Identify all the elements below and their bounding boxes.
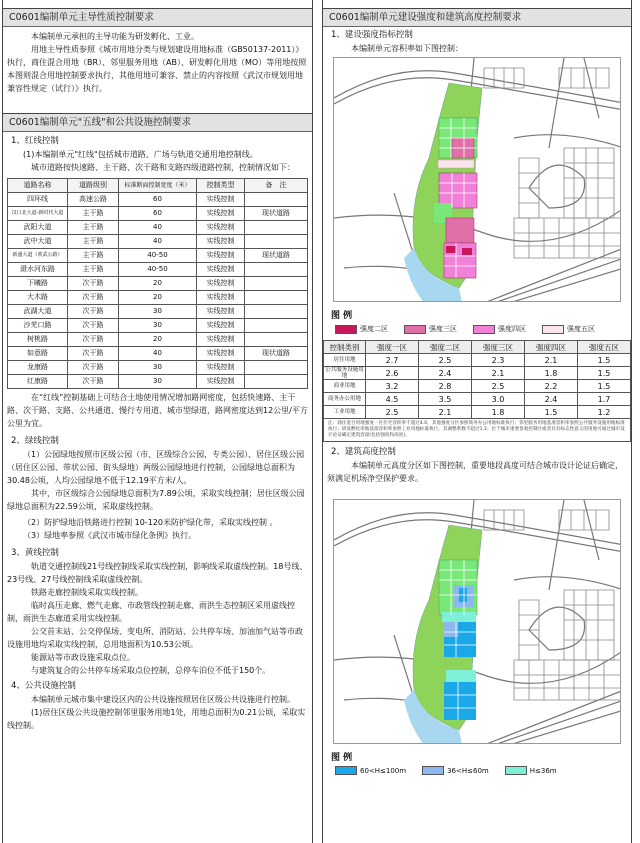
- value-cell: 2.1: [419, 406, 472, 419]
- road-level-cell: 次干路: [68, 333, 119, 347]
- value-cell: 2.5: [472, 380, 525, 393]
- header-cell: 强度二区: [419, 341, 472, 354]
- road-name-cell: 四环线: [8, 193, 68, 207]
- paragraph: 城市道路按快速路、主干路、次干路和支路四级道路控制，控制情况如下：: [31, 163, 295, 172]
- road-width-cell: 30: [119, 319, 197, 333]
- table-row: [8, 207, 308, 221]
- control-type-cell: 实线控制: [197, 221, 245, 235]
- value-cell: 2.3: [472, 354, 525, 367]
- height-zone-60-100: [444, 682, 476, 720]
- legend-item: [505, 766, 557, 775]
- control-type-cell: 实线控制: [197, 291, 245, 305]
- road-name-cell: 新盛大道（黄武公路）: [8, 249, 68, 263]
- road-width-cell: 40: [119, 235, 197, 249]
- control-type-cell: 实线控制: [197, 305, 245, 319]
- road-name-cell: 武湖大道: [8, 305, 68, 319]
- legend-label: 强度二区: [360, 325, 388, 333]
- legend-item: [473, 324, 526, 334]
- table-row: [8, 361, 308, 375]
- control-type-cell: 实线控制: [197, 207, 245, 221]
- heading-yellow-line: 3、黄线控制: [11, 548, 59, 558]
- paragraph: 与建筑复合的公共停车场采取点位控制，总停车泊位不低于150个。: [31, 666, 271, 675]
- road-level-cell: 主干路: [68, 221, 119, 235]
- road-width-cell: 30: [119, 361, 197, 375]
- road-level-cell: 次干路: [68, 291, 119, 305]
- road-width-cell: 30: [119, 305, 197, 319]
- value-cell: 2.8: [419, 380, 472, 393]
- value-cell: 1.8: [472, 406, 525, 419]
- intensity-zone-5: [438, 160, 474, 168]
- paragraph: 本编制单元城市集中建设区内的公共设施按照居住区级公共设施进行控制。: [31, 695, 295, 704]
- road-level-cell: 次干路: [68, 375, 119, 389]
- left-column: [2, 0, 313, 843]
- legend-item: [422, 766, 489, 775]
- category-cell: 居住用地: [324, 354, 366, 367]
- header-road-name: 道路名称: [8, 179, 68, 193]
- legend-swatch: [505, 766, 527, 775]
- road-width-cell: 40: [119, 347, 197, 361]
- legend-item: [404, 324, 457, 334]
- section-title-intensity-height: C0601编制单元建设强度和建筑高度控制要求: [323, 9, 631, 27]
- table-row: [8, 193, 308, 207]
- legend-height: [335, 766, 631, 775]
- heading-height: 2、建筑高度控制: [331, 447, 396, 457]
- table-row: [8, 249, 308, 263]
- section-title-five-lines: C0601编制单元"五线"和公共设施控制要求: [3, 114, 312, 132]
- road-name-cell: 武阳大道: [8, 221, 68, 235]
- paragraph: 轨道交通控制线21号线控制线采取实线控制，影响线采取虚线控制。18号线、23号线、27号线控制线采取虚线控制。: [7, 562, 308, 584]
- control-type-cell: 实线控制: [197, 235, 245, 249]
- legend-swatch: [335, 766, 357, 775]
- table-row: [324, 354, 631, 367]
- header-control-type: 控制类型: [197, 179, 245, 193]
- value-cell: 3.0: [472, 393, 525, 406]
- category-cell: 工业用地: [324, 406, 366, 419]
- remark-cell: [245, 375, 308, 389]
- intensity-zone-3: [446, 218, 474, 243]
- header-cell: 强度四区: [525, 341, 578, 354]
- remark-cell: 现状道路: [245, 249, 308, 263]
- remark-cell: [245, 263, 308, 277]
- road-grid-east: [484, 68, 621, 258]
- floor-area-ratio-table: [323, 340, 631, 419]
- intensity-map: [333, 57, 621, 302]
- remark-cell: [245, 277, 308, 291]
- table-row: [324, 380, 631, 393]
- remark-cell: [245, 333, 308, 347]
- category-cell: 商业用地: [324, 380, 366, 393]
- value-cell: 2.5: [419, 354, 472, 367]
- value-cell: 1.5: [578, 380, 631, 393]
- control-type-cell: 实线控制: [197, 193, 245, 207]
- table-row: [8, 319, 308, 333]
- value-cell: 1.5: [578, 367, 631, 380]
- intensity-zone-2: [462, 248, 472, 255]
- paragraph: 其中，市区级综合公园绿地总面积为7.89公顷，采取实线控制；居住区级公园绿地总面积为22.59公顷，采取虚线控制。: [7, 489, 305, 511]
- paragraph: 公交首末站、公交停保场、变电所、消防站、公共停车场、加油加气站等市政设施用地均采取实线控制，总用地面积为10.53公顷。: [7, 627, 303, 649]
- header-cell: 强度三区: [472, 341, 525, 354]
- legend-label: 60<H≤100m: [360, 766, 407, 775]
- control-type-cell: 实线控制: [197, 347, 245, 361]
- table-row: [8, 333, 308, 347]
- header-cell: 控制类别: [324, 341, 366, 354]
- value-cell: 1.5: [525, 406, 578, 419]
- road-level-cell: 次干路: [68, 319, 119, 333]
- value-cell: 4.5: [366, 393, 419, 406]
- road-width-cell: 40: [119, 221, 197, 235]
- legend-intensity: [335, 324, 631, 334]
- table-row: [8, 221, 308, 235]
- road-level-cell: 主干路: [68, 235, 119, 249]
- control-type-cell: 实线控制: [197, 375, 245, 389]
- remark-cell: [245, 235, 308, 249]
- paragraph: （2）防护绿地沿铁路进行控制 10-120米防护绿化带，采取实线控制 。: [23, 518, 278, 527]
- value-cell: 1.7: [578, 393, 631, 406]
- header-width: 标准断面控制宽度（米）: [119, 179, 197, 193]
- table-row: [8, 347, 308, 361]
- paragraph: 在“红线”控制基础上可结合土地使用情况增加路网密度，包括快速路、主干路、次干路、支路、公共通道、慢行专用道、城市型绿道，路网密度达到12公里/平方公里为宜。: [7, 393, 308, 428]
- control-type-cell: 实线控制: [197, 263, 245, 277]
- intensity-zone-4: [439, 173, 477, 208]
- table-row: [8, 263, 308, 277]
- control-type-cell: 实线控制: [197, 361, 245, 375]
- road-name-cell: 沙芜口路: [8, 319, 68, 333]
- value-cell: 2.1: [525, 354, 578, 367]
- road-width-cell: 30: [119, 375, 197, 389]
- road-level-cell: 主干路: [68, 207, 119, 221]
- value-cell: 3.2: [366, 380, 419, 393]
- heading-red-line: 1、红线控制: [11, 136, 59, 146]
- legend-swatch: [473, 325, 495, 334]
- intensity-map-graphic: [334, 58, 621, 302]
- table-row: [8, 277, 308, 291]
- legend-item: [335, 324, 388, 334]
- road-name-cell: 龙康路: [8, 361, 68, 375]
- legend-title-height: 图 例: [331, 753, 353, 763]
- header-cell: 强度五区: [578, 341, 631, 354]
- table-row: [324, 393, 631, 406]
- paragraph: 临时高压走廊、燃气走廊、市政管线控制走廊、雨洪生态控制区采用虚线控制，雨洪生态廊道采用实线控制。: [7, 601, 295, 623]
- legend-label: 36<H≤60m: [447, 766, 489, 775]
- value-cell: 3.5: [419, 393, 472, 406]
- road-level-cell: 次干路: [68, 305, 119, 319]
- height-zone-below-36: [442, 612, 476, 622]
- remark-cell: [245, 291, 308, 305]
- road-name-cell: 树桃路: [8, 333, 68, 347]
- legend-label: 强度五区: [567, 325, 595, 333]
- road-level-cell: 主干路: [68, 263, 119, 277]
- road-name-cell: 汉口北大道-新时代大道: [8, 207, 68, 221]
- header-remark: 备 注: [245, 179, 308, 193]
- road-width-cell: 40-50: [119, 249, 197, 263]
- heading-intensity: 1、建设强度指标控制: [331, 30, 413, 40]
- road-level-cell: 次干路: [68, 277, 119, 291]
- section-body-leading-nature: [3, 27, 312, 113]
- value-cell: 2.2: [525, 380, 578, 393]
- section-body-five-lines: [3, 132, 312, 736]
- table-row: [8, 291, 308, 305]
- table-header-row: [8, 179, 308, 193]
- road-name-cell: 滠水河东路: [8, 263, 68, 277]
- road-name-cell: 下曦路: [8, 277, 68, 291]
- road-width-cell: 40-50: [119, 263, 197, 277]
- remark-cell: [245, 361, 308, 375]
- road-level-cell: 高速公路: [68, 193, 119, 207]
- value-cell: 2.4: [525, 393, 578, 406]
- value-cell: 2.1: [472, 367, 525, 380]
- road-width-cell: 20: [119, 277, 197, 291]
- legend-swatch: [422, 766, 444, 775]
- table-row: [324, 367, 631, 380]
- road-level-cell: 次干路: [68, 361, 119, 375]
- road-table: [7, 178, 308, 389]
- paragraph: 本编制单元容积率如下图控制：: [351, 44, 463, 53]
- table-row: [8, 305, 308, 319]
- paragraph: (1)居住区级公共设施控制邻里服务用地1处，用地总面积为0.21公顷，采取实线控制。: [7, 708, 306, 730]
- height-map-graphic: [334, 500, 621, 744]
- control-type-cell: 实线控制: [197, 333, 245, 347]
- header-road-level: 道路级别: [68, 179, 119, 193]
- road-width-cell: 60: [119, 207, 197, 221]
- remark-cell: [245, 319, 308, 333]
- legend-label: 强度三区: [429, 325, 457, 333]
- control-type-cell: 实线控制: [197, 249, 245, 263]
- road-name-cell: 如意路: [8, 347, 68, 361]
- value-cell: 1.8: [525, 367, 578, 380]
- paragraph: (1)本编制单元"红线"包括城市道路、广场与轨道交通用地控制线。: [23, 150, 258, 159]
- legend-label: 强度四区: [498, 325, 526, 333]
- road-grid-east: [484, 510, 621, 700]
- height-map: [333, 499, 621, 744]
- category-cell: 公共服务设施用地: [325, 367, 364, 379]
- legend-item: [542, 324, 595, 334]
- remark-cell: 现状道路: [245, 347, 308, 361]
- remark-cell: [245, 193, 308, 207]
- value-cell: 1.2: [578, 406, 631, 419]
- road-level-cell: 次干路: [68, 347, 119, 361]
- table-row: [8, 235, 308, 249]
- paragraph: 能源站等市政设施采取点位。: [31, 653, 135, 662]
- paragraph: （1）公园绿地按照市区级公园（市、区级综合公园，专类公园）、居住区级公园（居住区公园、带状公园、街头绿地）两级公园绿地进行控制，公园绿地总面积为30.48公顷，人均公园绿地不低于12.19平方米/人。: [7, 450, 305, 485]
- far-table-note: 注：商住混合用地强度一区住宅容积率不超过4.0，其他强度分区参照商务办公用地标准执行；邻里服务用地基准容积率参照公共服务设施用地标准执行；研发孵化用地基准容积率参照工业用地标准执行，其调整系数不超过1.2；位于城市重要景观控制区或者具有标志性意义的用地可通过城市设计论证确定建筑容量(包括强度和高度)。: [323, 419, 631, 442]
- road-width-cell: 60: [119, 193, 197, 207]
- paragraph: 用地主导性质参照《城市用地分类与规划建设用地标准（GB50137-2011）》执行，商住混合用地（BR）、邻里服务用地（AB）、研发孵化用地（MO）等用地按照本图则混合用地控制要求执行，其他用地可兼容、禁止的内容按照《武汉市规划用地兼容性规定（试行）》执行。: [7, 45, 307, 93]
- legend-title-intensity: 图 例: [331, 311, 353, 321]
- legend-swatch: [542, 325, 564, 334]
- intensity-zone-2: [446, 246, 456, 253]
- section-title-leading-nature: C0601编制单元主导性质控制要求: [3, 9, 312, 27]
- value-cell: 2.6: [366, 367, 419, 380]
- paragraph: 本编制单元高度分区如下图控制，重要地段高度可结合城市设计论证后确定，须满足机场净空保护要求。: [327, 461, 623, 483]
- right-column: [322, 0, 632, 843]
- road-name-cell: 武中大道: [8, 235, 68, 249]
- remark-cell: 现状道路: [245, 207, 308, 221]
- paragraph: 本编制单元承担的主导功能为研发孵化、工业。: [31, 32, 199, 41]
- heading-public-facility: 4、公共设施控制: [11, 681, 76, 691]
- value-cell: 2.4: [419, 367, 472, 380]
- road-level-cell: 主干路: [68, 249, 119, 263]
- legend-swatch: [335, 325, 357, 334]
- road-name-cell: 红康路: [8, 375, 68, 389]
- remark-cell: [245, 221, 308, 235]
- paragraph: 铁路走廊控制线采取实线控制。: [31, 588, 143, 597]
- road-width-cell: 20: [119, 291, 197, 305]
- legend-label: H≤36m: [529, 766, 557, 775]
- table-row: [8, 375, 308, 389]
- remark-cell: [245, 305, 308, 319]
- value-cell: 2.5: [366, 406, 419, 419]
- control-type-cell: 实线控制: [197, 319, 245, 333]
- table-header-row: [324, 341, 631, 354]
- heading-green-line: 2、绿线控制: [11, 436, 59, 446]
- category-cell: 商务办公用地: [324, 393, 366, 406]
- value-cell: 2.7: [366, 354, 419, 367]
- paragraph: （3）绿地率参照《武汉市城市绿化条例》执行。: [23, 531, 197, 540]
- value-cell: 1.5: [578, 354, 631, 367]
- legend-item: [335, 766, 406, 775]
- legend-swatch: [404, 325, 426, 334]
- road-name-cell: 大木路: [8, 291, 68, 305]
- height-zone-below-36: [446, 670, 476, 682]
- control-type-cell: 实线控制: [197, 277, 245, 291]
- road-width-cell: 20: [119, 333, 197, 347]
- table-row: [324, 406, 631, 419]
- header-cell: 强度一区: [366, 341, 419, 354]
